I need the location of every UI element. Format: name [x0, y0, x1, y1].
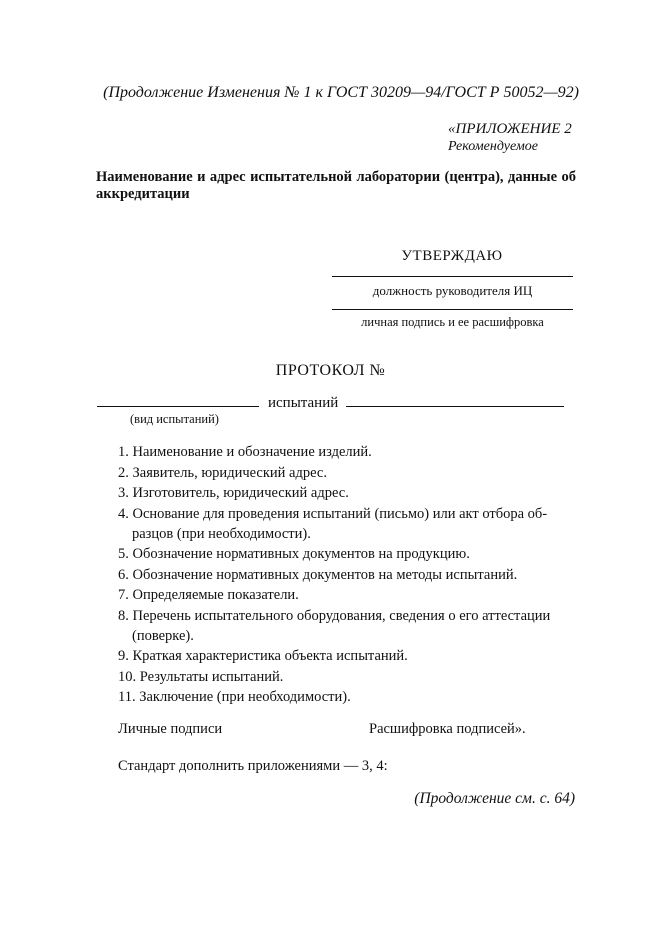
test-kind-blank [97, 406, 259, 407]
list-item: 5. Обозначение нормативных документов на продукцию. [118, 546, 470, 562]
list-item: 3. Изготовитель, юридический адрес. [118, 485, 349, 501]
appendix-label [448, 120, 572, 156]
test-kind-caption: (вид испытаний) [130, 412, 219, 426]
page-footer: (Продолжение см. с. 64) [414, 790, 575, 807]
list-item: 9. Краткая характеристика объекта испытаний. [118, 648, 408, 664]
list-item: 2. Заявитель, юридический адрес. [118, 464, 327, 481]
list-item: 4. Основание для проведения испытаний (письмо) или акт отбора об- разцов (при необходимости). [118, 505, 548, 542]
signature-caption: личная подпись и ее расшифровка [361, 315, 544, 329]
approval-word: УТВЕРЖДАЮ [401, 248, 503, 264]
appendix-status: Рекомендуемое [448, 139, 538, 154]
signature-line [332, 309, 573, 310]
lab-title: Наименование и адрес испытательной лаборатории (центра), данные об аккредитации [96, 169, 576, 202]
signatures-decoding-label: Расшифровка подписей». [369, 721, 526, 737]
standard-note: Стандарт дополнить приложениями — 3, 4: [118, 758, 388, 774]
list-item: 8. Перечень испытательного оборудования, сведения о его аттестации (поверке). [118, 607, 551, 644]
list-item: 10. Результаты испытаний. [118, 668, 284, 685]
protocol-items [118, 442, 576, 708]
position-caption: должность руководителя ИЦ [372, 283, 533, 298]
list-item: 1. Наименование и обозначение изделий. [118, 444, 372, 460]
signatures-label: Личные подписи [118, 721, 223, 737]
protocol-title: ПРОТОКОЛ № [275, 362, 386, 379]
appendix-title: «ПРИЛОЖЕНИЕ 2 [448, 121, 572, 137]
test-object-blank [346, 406, 564, 407]
list-item: 11. Заключение (при необходимости). [118, 689, 351, 705]
page-header: (Продолжение Изменения № 1 к ГОСТ 30209—94/ГОСТ Р 50052—92) [103, 84, 579, 101]
list-item: 6. Обозначение нормативных документов на методы испытаний. [118, 566, 518, 583]
position-line [332, 276, 573, 277]
list-item: 7. Определяемые показатели. [118, 587, 299, 603]
tests-word: испытаний [268, 395, 339, 411]
